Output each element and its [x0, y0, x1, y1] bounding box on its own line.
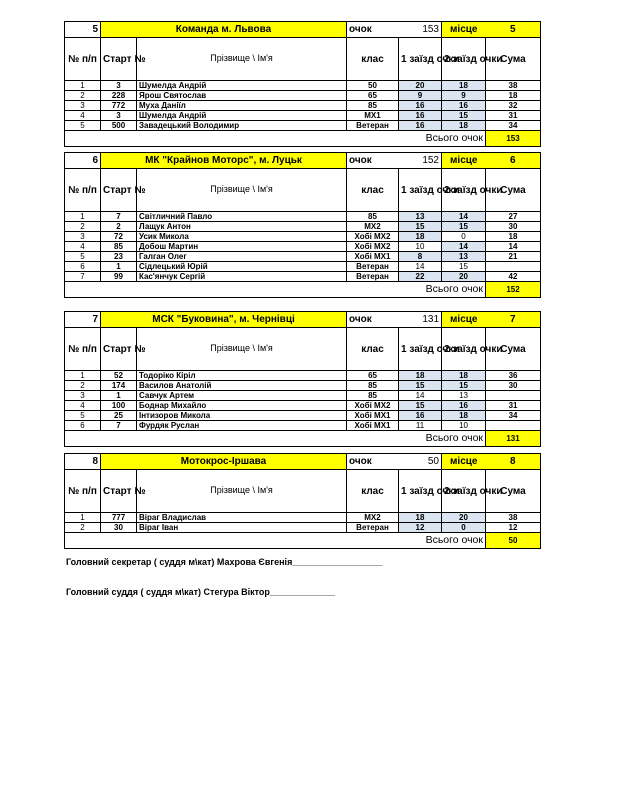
rider-class: 85	[347, 101, 399, 111]
race1-points: 14	[399, 391, 442, 401]
rider-class: MX2	[347, 513, 399, 523]
rider-name: Віраг Іван	[137, 523, 347, 533]
chief-secretary-signature: Головний секретар ( суддя м\кат) Махрова Євгенія__________________	[66, 557, 383, 567]
rider-sum: 34	[486, 121, 541, 131]
rider-name: Боднар Михайло	[137, 401, 347, 411]
race2-points: 14	[442, 242, 486, 252]
race1-points: 14	[399, 262, 442, 272]
place-label: місце	[442, 312, 486, 328]
col-sum: Сума	[486, 38, 541, 81]
table-row	[65, 91, 541, 101]
col-race2: 2 заїзд очки	[442, 38, 486, 81]
rider-name: Інтизоров Микола	[137, 411, 347, 421]
table-row	[65, 421, 541, 431]
start-number: 1	[101, 391, 137, 401]
col-no: № п/п	[65, 169, 101, 212]
race2-points: 16	[442, 101, 486, 111]
rider-class: 85	[347, 391, 399, 401]
row-no: 1	[65, 371, 101, 381]
rider-class: MX2	[347, 222, 399, 232]
start-number: 2	[101, 222, 137, 232]
points-label: очок	[347, 312, 399, 328]
team-total: 50	[486, 533, 541, 549]
col-race1: 1 заїзд очки	[399, 328, 442, 371]
place-label: місце	[442, 153, 486, 169]
race1-points: 11	[399, 421, 442, 431]
rider-class: 85	[347, 381, 399, 391]
rider-sum: 36	[486, 371, 541, 381]
start-number: 3	[101, 111, 137, 121]
rider-name: Усик Микола	[137, 232, 347, 242]
team-table	[64, 21, 541, 147]
race2-points: 9	[442, 91, 486, 101]
row-no: 5	[65, 411, 101, 421]
row-no: 1	[65, 513, 101, 523]
rider-class: MX1	[347, 111, 399, 121]
rider-sum: 18	[486, 91, 541, 101]
race2-points: 20	[442, 272, 486, 282]
rider-class: Хобі MX1	[347, 411, 399, 421]
team-total: 131	[486, 431, 541, 447]
start-number: 100	[101, 401, 137, 411]
team-points: 50	[399, 454, 442, 470]
rider-sum: 38	[486, 81, 541, 91]
race1-points: 10	[399, 242, 442, 252]
row-no: 4	[65, 401, 101, 411]
total-row	[65, 282, 541, 298]
race1-points: 15	[399, 222, 442, 232]
rider-sum: 21	[486, 252, 541, 262]
race1-points: 18	[399, 513, 442, 523]
rider-sum	[486, 421, 541, 431]
rider-name: Світличний Павло	[137, 212, 347, 222]
rider-name: Завадецький Володимир	[137, 121, 347, 131]
row-no: 2	[65, 222, 101, 232]
rider-sum: 30	[486, 381, 541, 391]
race1-points: 12	[399, 523, 442, 533]
row-no: 3	[65, 391, 101, 401]
rider-sum	[486, 391, 541, 401]
place-label: місце	[442, 454, 486, 470]
col-class: клас	[347, 470, 399, 513]
race1-points: 16	[399, 121, 442, 131]
team-table	[64, 311, 541, 447]
rider-class: 65	[347, 371, 399, 381]
table-row	[65, 262, 541, 272]
col-class: клас	[347, 169, 399, 212]
col-class: клас	[347, 38, 399, 81]
row-no: 6	[65, 421, 101, 431]
col-start: Старт №	[101, 169, 137, 212]
team-header-row	[65, 312, 541, 328]
col-race1: 1 заїзд очки	[399, 470, 442, 513]
row-no: 2	[65, 381, 101, 391]
table-row	[65, 212, 541, 222]
team-header-row	[65, 153, 541, 169]
team-points: 152	[399, 153, 442, 169]
rider-name: Ярош Святослав	[137, 91, 347, 101]
table-row	[65, 411, 541, 421]
total-row	[65, 131, 541, 147]
start-number: 30	[101, 523, 137, 533]
place-label: місце	[442, 22, 486, 38]
col-race1: 1 заїзд очки	[399, 169, 442, 212]
start-number: 72	[101, 232, 137, 242]
rider-name: Савчук Артем	[137, 391, 347, 401]
rider-class: 65	[347, 91, 399, 101]
start-number: 228	[101, 91, 137, 101]
race1-points: 16	[399, 101, 442, 111]
rider-class: Хобі MX2	[347, 242, 399, 252]
rider-class: Ветеран	[347, 121, 399, 131]
total-label: Всього очок	[65, 431, 486, 447]
row-no: 5	[65, 252, 101, 262]
table-row	[65, 81, 541, 91]
table-row	[65, 121, 541, 131]
col-name: Прізвище \ Ім'я	[137, 169, 347, 212]
rider-name: Кас'янчук Сергій	[137, 272, 347, 282]
points-label: очок	[347, 22, 399, 38]
points-label: очок	[347, 454, 399, 470]
col-sum: Сума	[486, 169, 541, 212]
team-place: 5	[486, 22, 541, 38]
team-total: 153	[486, 131, 541, 147]
column-header-row	[65, 38, 541, 81]
rider-class: 85	[347, 212, 399, 222]
col-name: Прізвище \ Ім'я	[137, 470, 347, 513]
column-header-row	[65, 328, 541, 371]
table-row	[65, 401, 541, 411]
rider-name: Віраг Владислав	[137, 513, 347, 523]
rider-sum: 34	[486, 411, 541, 421]
start-number: 777	[101, 513, 137, 523]
row-no: 7	[65, 272, 101, 282]
team-place: 7	[486, 312, 541, 328]
race2-points: 13	[442, 391, 486, 401]
table-row	[65, 222, 541, 232]
row-no: 3	[65, 232, 101, 242]
col-race2: 2 заїзд очки	[442, 169, 486, 212]
team-name: МК "Крайнов Моторс", м. Луцьк	[101, 153, 347, 169]
rider-class: Ветеран	[347, 523, 399, 533]
rider-name: Сідлецький Юрій	[137, 262, 347, 272]
rider-sum: 31	[486, 111, 541, 121]
row-no: 2	[65, 91, 101, 101]
rider-sum: 12	[486, 523, 541, 533]
col-name: Прізвище \ Ім'я	[137, 328, 347, 371]
start-number: 7	[101, 212, 137, 222]
col-race2: 2 заїзд очки	[442, 470, 486, 513]
total-label: Всього очок	[65, 282, 486, 298]
race2-points: 18	[442, 411, 486, 421]
start-number: 99	[101, 272, 137, 282]
rider-class: 50	[347, 81, 399, 91]
race2-points: 13	[442, 252, 486, 262]
rider-sum: 31	[486, 401, 541, 411]
rider-class: Хобі MX1	[347, 421, 399, 431]
col-no: № п/п	[65, 470, 101, 513]
total-label: Всього очок	[65, 131, 486, 147]
rider-sum	[486, 262, 541, 272]
start-number: 1	[101, 262, 137, 272]
col-sum: Сума	[486, 470, 541, 513]
race2-points: 14	[442, 212, 486, 222]
team-place: 6	[486, 153, 541, 169]
start-number: 772	[101, 101, 137, 111]
race2-points: 10	[442, 421, 486, 431]
team-place: 8	[486, 454, 541, 470]
row-no: 3	[65, 101, 101, 111]
rider-class: Хобі MX2	[347, 232, 399, 242]
start-number: 7	[101, 421, 137, 431]
rider-sum: 42	[486, 272, 541, 282]
rider-class: Ветеран	[347, 262, 399, 272]
team-points: 153	[399, 22, 442, 38]
race2-points: 0	[442, 232, 486, 242]
rider-name: Тодоріко Кіріл	[137, 371, 347, 381]
team-header-row	[65, 454, 541, 470]
table-row	[65, 242, 541, 252]
rider-name: Галган Олег	[137, 252, 347, 262]
start-number: 85	[101, 242, 137, 252]
start-number: 174	[101, 381, 137, 391]
start-number: 500	[101, 121, 137, 131]
rider-sum: 38	[486, 513, 541, 523]
rider-name: Василов Анатолій	[137, 381, 347, 391]
column-header-row	[65, 169, 541, 212]
col-name: Прізвище \ Ім'я	[137, 38, 347, 81]
table-row	[65, 111, 541, 121]
team-points: 131	[399, 312, 442, 328]
race1-points: 16	[399, 111, 442, 121]
race1-points: 18	[399, 232, 442, 242]
points-label: очок	[347, 153, 399, 169]
team-name: Мотокрос-Іршава	[101, 454, 347, 470]
col-class: клас	[347, 328, 399, 371]
team-number: 7	[65, 312, 101, 328]
race2-points: 18	[442, 371, 486, 381]
team-number: 5	[65, 22, 101, 38]
race2-points: 18	[442, 81, 486, 91]
team-number: 8	[65, 454, 101, 470]
total-row	[65, 533, 541, 549]
team-header-row	[65, 22, 541, 38]
rider-class: Хобі MX1	[347, 252, 399, 262]
race2-points: 0	[442, 523, 486, 533]
team-total: 152	[486, 282, 541, 298]
table-row	[65, 272, 541, 282]
team-table	[64, 453, 541, 549]
race1-points: 22	[399, 272, 442, 282]
table-row	[65, 371, 541, 381]
col-start: Старт №	[101, 470, 137, 513]
start-number: 23	[101, 252, 137, 262]
rider-sum: 27	[486, 212, 541, 222]
race1-points: 20	[399, 81, 442, 91]
race2-points: 15	[442, 381, 486, 391]
row-no: 4	[65, 111, 101, 121]
race2-points: 18	[442, 121, 486, 131]
total-label: Всього очок	[65, 533, 486, 549]
race1-points: 16	[399, 411, 442, 421]
rider-class: Ветеран	[347, 272, 399, 282]
total-row	[65, 431, 541, 447]
race2-points: 20	[442, 513, 486, 523]
rider-name: Добош Мартин	[137, 242, 347, 252]
chief-judge-signature: Головний суддя ( суддя м\кат) Стегура Віктор_____________	[66, 587, 335, 597]
team-name: МСК "Буковина", м. Чернівці	[101, 312, 347, 328]
start-number: 52	[101, 371, 137, 381]
rider-name: Шумелда Андрій	[137, 111, 347, 121]
row-no: 1	[65, 212, 101, 222]
col-race1: 1 заїзд очки	[399, 38, 442, 81]
column-header-row	[65, 470, 541, 513]
team-name: Команда м. Львова	[101, 22, 347, 38]
table-row	[65, 232, 541, 242]
table-row	[65, 523, 541, 533]
race1-points: 15	[399, 381, 442, 391]
race2-points: 15	[442, 111, 486, 121]
race1-points: 18	[399, 371, 442, 381]
race2-points: 15	[442, 262, 486, 272]
rider-sum: 14	[486, 242, 541, 252]
race1-points: 8	[399, 252, 442, 262]
table-row	[65, 381, 541, 391]
col-race2: 2 заїзд очки	[442, 328, 486, 371]
table-row	[65, 391, 541, 401]
race1-points: 13	[399, 212, 442, 222]
team-table	[64, 152, 541, 298]
table-row	[65, 101, 541, 111]
rider-class: Хобі MX2	[347, 401, 399, 411]
rider-sum: 30	[486, 222, 541, 232]
rider-sum: 18	[486, 232, 541, 242]
rider-name: Фурдяк Руслан	[137, 421, 347, 431]
table-row	[65, 252, 541, 262]
race1-points: 9	[399, 91, 442, 101]
col-no: № п/п	[65, 38, 101, 81]
col-start: Старт №	[101, 328, 137, 371]
row-no: 2	[65, 523, 101, 533]
race2-points: 16	[442, 401, 486, 411]
row-no: 6	[65, 262, 101, 272]
rider-name: Шумелда Андрій	[137, 81, 347, 91]
rider-sum: 32	[486, 101, 541, 111]
team-number: 6	[65, 153, 101, 169]
col-no: № п/п	[65, 328, 101, 371]
table-row	[65, 513, 541, 523]
race2-points: 15	[442, 222, 486, 232]
row-no: 4	[65, 242, 101, 252]
row-no: 5	[65, 121, 101, 131]
row-no: 1	[65, 81, 101, 91]
start-number: 3	[101, 81, 137, 91]
rider-name: Лащук Антон	[137, 222, 347, 232]
col-start: Старт №	[101, 38, 137, 81]
race1-points: 15	[399, 401, 442, 411]
rider-name: Муха Даніїл	[137, 101, 347, 111]
start-number: 25	[101, 411, 137, 421]
col-sum: Сума	[486, 328, 541, 371]
